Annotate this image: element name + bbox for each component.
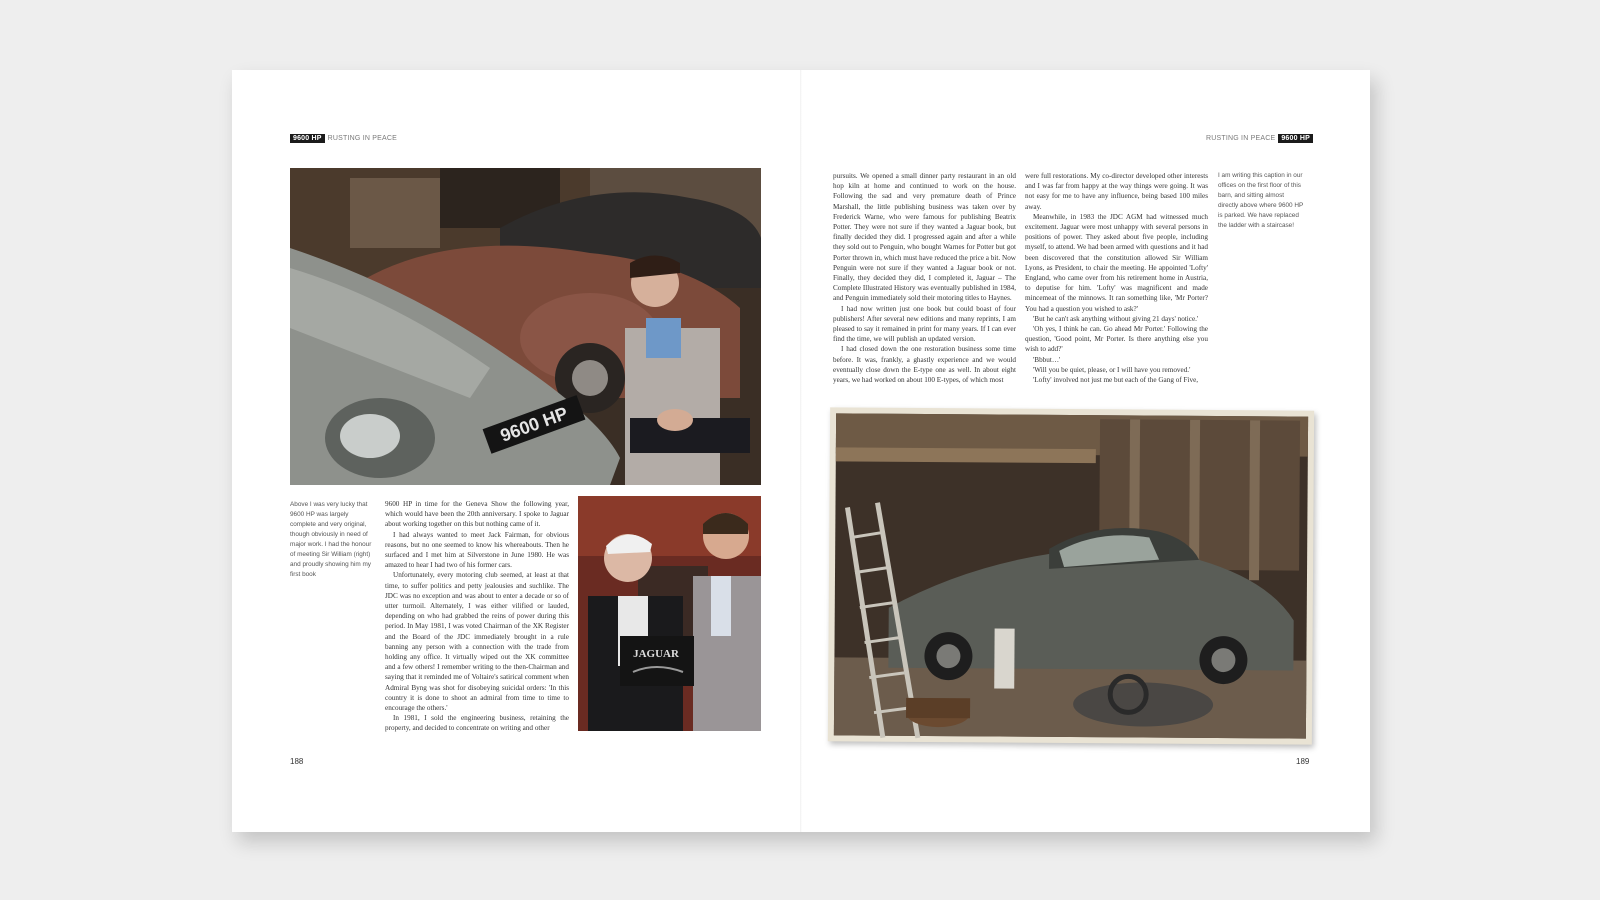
- right-body-column-2: [1025, 171, 1208, 397]
- paragraph: Unfortunately, every motoring club seemed, at least at that time, to suffer politics and petty jealousies and suchlike. The JDC was no exception and was about to enter a decade or so of utter turmoil. Alternately, I was either vilified or lauded, depending on who had grabbed the reins of power during this period. In May 1981, I was voted Chairman of the XK Register and the Board of the JDC immediately brought in a rule banning any person with a connection with the trade from holding any office. It virtually wiped out the XK committee and a few others! I remember writing to the then-Chairman and saying that it reminded me of Voltaire's satirical comment when Admiral Byng was shot for disobeying suicidal orders: 'In this country it is done to shoot an admiral from time to time to encourage the others.': [385, 571, 569, 713]
- paragraph: In 1981, I sold the engineering business, retaining the property, and decided to concentrate on writing and other: [385, 714, 569, 732]
- right-body-column-1: [833, 171, 1016, 397]
- paragraph: 9600 HP in time for the Geneva Show the following year, which would have been the 20th anniversary. I spoke to Jaguar about working together on this but nothing came of it.: [385, 500, 569, 529]
- right-caption: I am writing this caption in our offices on the first floor of this barn, and sitting almost directly above where 9600 HP is parked. We have replaced the ladder with a staircase!: [1218, 172, 1304, 229]
- paragraph: 'Bbbut…': [1033, 355, 1061, 364]
- running-head-title: RUSTING IN PEACE: [1206, 134, 1276, 142]
- running-head-title: RUSTING IN PEACE: [327, 134, 397, 142]
- left-caption: Above I was very lucky that 9600 HP was largely complete and very original, though obviously in need of major work. I had the honour of meeting Sir William (right) and proudly showing him my first book: [290, 501, 372, 578]
- paragraph: I had now written just one book but could boast of four publishers! After several new editions and many reprints, I am pleased to say it remained in print for many years. If I can ever find the time, we will publish an updated version.: [833, 304, 1016, 344]
- book-cover-title: JAGUAR: [633, 648, 679, 660]
- left-running-head: [290, 133, 397, 143]
- number-plate: 9600 HP: [497, 403, 571, 446]
- left-body-column: [385, 499, 569, 732]
- paragraph: 'But he can't ask anything without giving 21 days' notice.': [1033, 314, 1199, 323]
- paragraph: pursuits. We opened a small dinner party restaurant in an old hop kiln at home and continued to work on the house. Following the sad and very premature death of Prince Marshall, the little publishing business was taken over by Frederick Warne, who were famous for publishing Beatrix Potter. They were not sure if they wanted a Jaguar book, but finally decided they did. I progressed again and after a while they sold out to Penguin, who bought Warnes for Potter but got Porter thrown in, which must have reduced the price a bit. Now Penguin were not sure if they wanted a Jaguar book or not. Finally, they decided they did, I completed it, Jaguar – The Complete Illustrated History was eventually published in 1984, and Penguin immediately sold their motoring titles to Haynes.: [833, 172, 1016, 303]
- running-head-tag: 9600 HP: [1278, 134, 1313, 143]
- paragraph: 'Will you be quiet, please, or I will have you removed.': [1033, 365, 1191, 374]
- running-head-tag: 9600 HP: [290, 134, 325, 143]
- paragraph: 'Lofty' involved not just me but each of the Gang of Five,: [1033, 376, 1199, 385]
- paragraph: I had closed down the one restoration business some time before. It was, frankly, a ghastly experience and we would eventually close down the E-type one as well. In about eight years, we had worked on about 100 E-types, of which most: [833, 345, 1016, 385]
- meeting-sir-william-photo: [578, 496, 761, 731]
- right-page-number: 189: [1296, 757, 1310, 766]
- page-gutter: [800, 70, 802, 832]
- paragraph: Meanwhile, in 1983 the JDC AGM had witnessed much excitement. Jaguar were most unhappy with several persons in positions of power. They asked about five people, including myself, to attend. We had been armed with questions and it had been discovered that the constitution allowed Sir William Lyons, as President, to chair the meeting. He appointed 'Lofty' England, who came over from his retirement home in Austria, to deputise for him. 'Lofty' was magnificent and made mincemeat of the minnows. It ran something like, 'Mr Porter? You had a question you wished to ask?': [1025, 212, 1208, 313]
- left-page-number: 188: [290, 757, 304, 766]
- paragraph: were full restorations. My co-director developed other interests and I was far from happy at the way things were going. It was not easy for me to have any influence, being based 100 miles away.: [1025, 172, 1208, 211]
- paragraph: I had always wanted to meet Jack Fairman, for obvious reasons, but no one seemed to know his whereabouts. Then he surfaced and I met him at Silverstone in June 1980. He was amazed to hear I had two of his former cars.: [385, 530, 569, 570]
- main-car-photo: [290, 168, 761, 485]
- right-running-head: [1206, 133, 1313, 143]
- paragraph: 'Oh yes, I think he can. Go ahead Mr Porter.' Following the question, 'Good point, Mr Porter. Is there anything else you wish to add?': [1025, 325, 1208, 354]
- barn-e-type-photo: [828, 407, 1314, 744]
